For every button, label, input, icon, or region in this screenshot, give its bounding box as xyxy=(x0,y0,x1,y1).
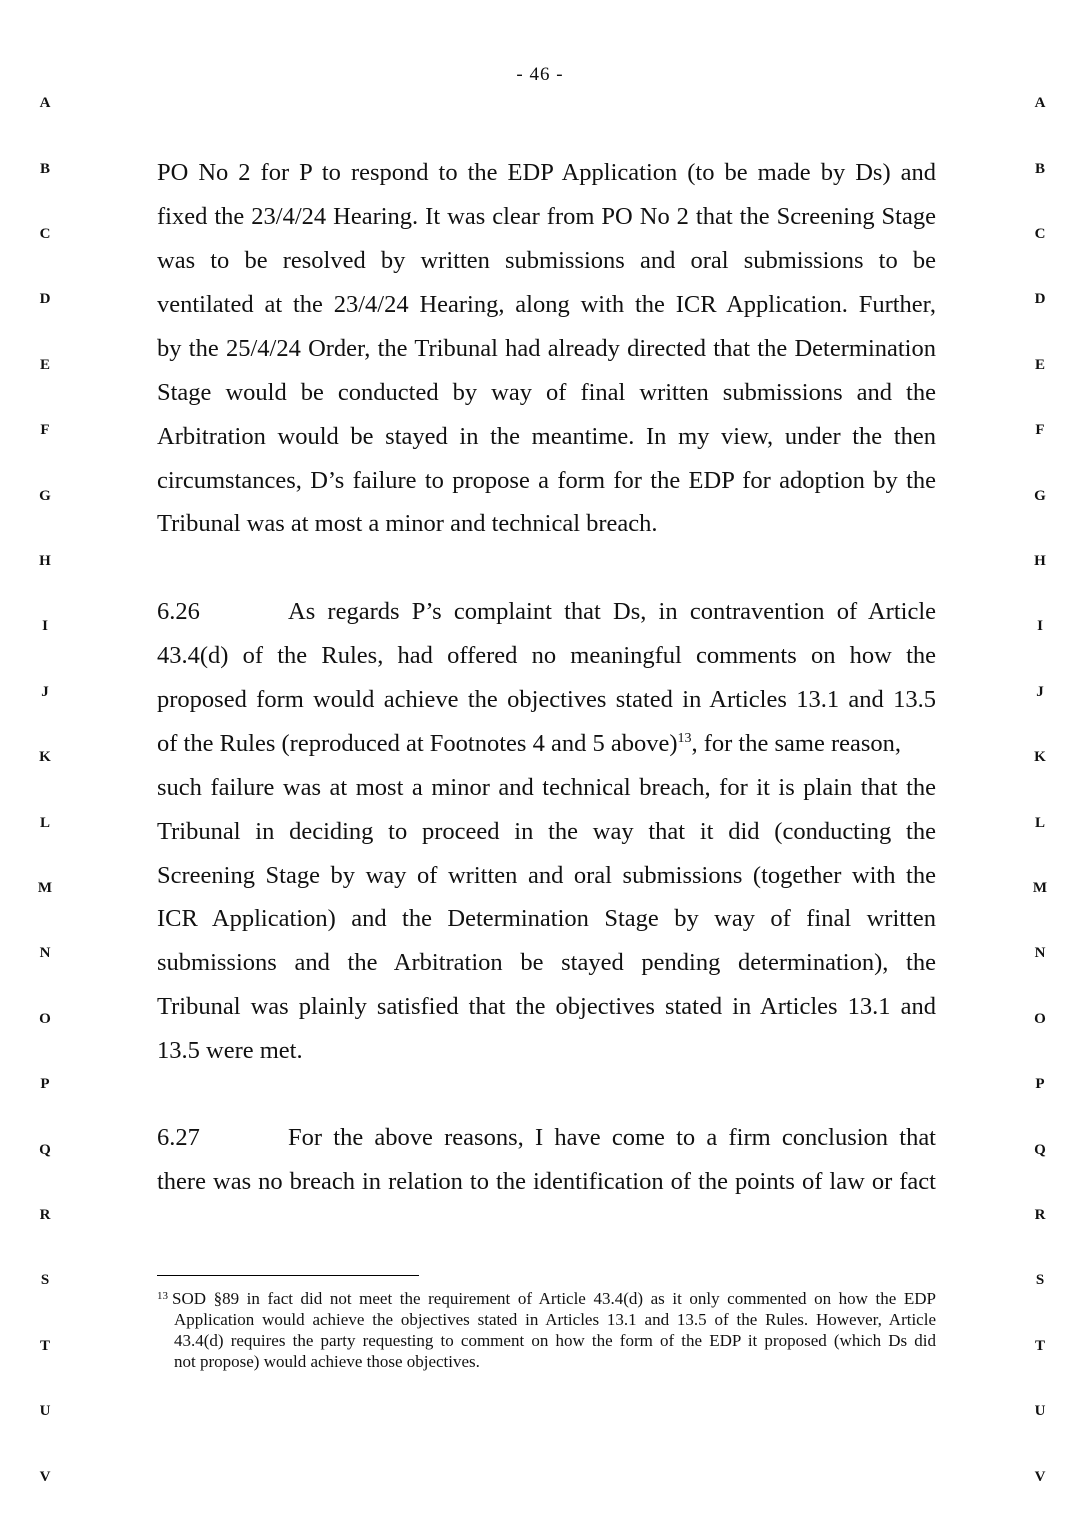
margin-letter-right-f: F xyxy=(1035,422,1045,438)
margin-letter-left-f: F xyxy=(40,422,50,438)
margin-letter-left-v: V xyxy=(39,1469,51,1485)
margin-letter-left-j: J xyxy=(41,684,49,700)
margin-letter-right-q: Q xyxy=(1034,1142,1046,1158)
paragraph-6-26-first-line xyxy=(157,597,936,627)
body-line: was to be resolved by written submissions and oral submissions to be xyxy=(157,247,936,274)
body-line: circumstances, D’s failure to propose a form for the EDP for adoption by the xyxy=(157,467,936,494)
body-line: ICR Application) and the Determination Stage by way of final written xyxy=(157,905,936,932)
margin-letter-left-c: C xyxy=(39,226,51,242)
margin-letter-right-t: T xyxy=(1034,1338,1045,1354)
margin-letter-left-r: R xyxy=(39,1207,51,1223)
margin-letter-right-b: B xyxy=(1034,161,1045,177)
footnote-separator xyxy=(157,1275,419,1276)
body-line: Tribunal in deciding to proceed in the way that it did (conducting the xyxy=(157,818,936,845)
margin-letter-left-q: Q xyxy=(39,1142,51,1158)
footnote-line xyxy=(157,1289,936,1309)
margin-letter-left-t: T xyxy=(39,1338,50,1354)
paragraph-number: 6.27 xyxy=(157,1124,200,1151)
body-line: Stage would be conducted by way of final written submissions and the xyxy=(157,379,936,406)
footnote-line: Application would achieve the objectives stated in Articles 13.1 and 13.5 of the Rules. However, Article xyxy=(174,1310,936,1329)
body-line-part: , for the same reason, xyxy=(691,730,902,757)
margin-letter-left-g: G xyxy=(39,488,51,504)
margin-letter-left-b: B xyxy=(39,161,50,177)
footnote-number: 13 xyxy=(157,1290,168,1302)
body-line-with-footnote-ref xyxy=(157,729,936,759)
footnote-reference: 13 xyxy=(677,731,692,746)
body-line-part: of the Rules (reproduced at Footnotes 4 and 5 above) xyxy=(157,730,678,757)
body-line: fixed the 23/4/24 Hearing. It was clear from PO No 2 that the Screening Stage xyxy=(157,203,936,230)
margin-letter-left-e: E xyxy=(39,357,50,373)
footnote-line: 43.4(d) requires the party requesting to comment on how the form of the EDP it proposed (which Ds did xyxy=(174,1331,936,1350)
margin-letter-left-l: L xyxy=(39,815,50,831)
paragraph-6-27-first-line xyxy=(157,1123,936,1153)
page-number: - 46 - xyxy=(516,64,564,85)
margin-letter-left-d: D xyxy=(39,291,51,307)
margin-letter-right-j: J xyxy=(1036,684,1044,700)
margin-letter-left-i: I xyxy=(42,618,48,634)
margin-letter-right-m: M xyxy=(1032,880,1048,896)
body-line: 13.5 were met. xyxy=(157,1037,303,1064)
body-line: by the 25/4/24 Order, the Tribunal had already directed that the Determination xyxy=(157,335,936,362)
body-line: For the above reasons, I have come to a firm conclusion that xyxy=(288,1124,936,1151)
margin-letter-left-m: M xyxy=(37,880,53,896)
margin-letter-left-k: K xyxy=(39,749,51,765)
margin-letter-left-a: A xyxy=(39,95,51,111)
margin-letter-left-s: S xyxy=(40,1272,50,1288)
margin-letter-right-i: I xyxy=(1037,618,1043,634)
body-line: Tribunal was at most a minor and technical breach. xyxy=(157,510,658,537)
body-line: Tribunal was plainly satisfied that the objectives stated in Articles 13.1 and xyxy=(157,993,936,1020)
body-line: there was no breach in relation to the identification of the points of law or fact xyxy=(157,1168,936,1195)
margin-letter-right-a: A xyxy=(1034,95,1046,111)
footnote-text: SOD §89 in fact did not meet the requirement of Article 43.4(d) as it only commented on how the EDP xyxy=(172,1289,936,1308)
margin-letter-right-s: S xyxy=(1035,1272,1045,1288)
paragraph-number: 6.26 xyxy=(157,598,200,625)
margin-letter-right-h: H xyxy=(1034,553,1046,569)
body-line: Screening Stage by way of written and oral submissions (together with the xyxy=(157,862,936,889)
body-line: 43.4(d) of the Rules, had offered no meaningful comments on how the xyxy=(157,642,936,669)
body-line: such failure was at most a minor and technical breach, for it is plain that the xyxy=(157,774,936,801)
margin-letter-right-d: D xyxy=(1034,291,1046,307)
margin-letter-left-p: P xyxy=(40,1076,50,1092)
margin-letter-left-h: H xyxy=(39,553,51,569)
margin-letter-right-r: R xyxy=(1034,1207,1046,1223)
margin-letter-left-n: N xyxy=(39,945,51,961)
body-line: submissions and the Arbitration be stayed pending determination), the xyxy=(157,949,936,976)
margin-letter-right-k: K xyxy=(1034,749,1046,765)
margin-letter-right-l: L xyxy=(1034,815,1045,831)
margin-letter-left-o: O xyxy=(39,1011,51,1027)
body-line: PO No 2 for P to respond to the EDP Application (to be made by Ds) and xyxy=(157,159,936,186)
margin-letter-left-u: U xyxy=(39,1403,51,1419)
margin-letter-right-p: P xyxy=(1035,1076,1045,1092)
body-line: As regards P’s complaint that Ds, in contravention of Article xyxy=(288,598,936,625)
body-line: Arbitration would be stayed in the meantime. In my view, under the then xyxy=(157,423,936,450)
margin-letter-right-v: V xyxy=(1034,1469,1046,1485)
margin-letter-right-e: E xyxy=(1034,357,1045,373)
margin-letter-right-u: U xyxy=(1034,1403,1046,1419)
body-line: proposed form would achieve the objectives stated in Articles 13.1 and 13.5 xyxy=(157,686,936,713)
margin-letter-right-n: N xyxy=(1034,945,1046,961)
margin-letter-right-c: C xyxy=(1034,226,1046,242)
footnote-line: not propose) would achieve those objectives. xyxy=(174,1352,480,1371)
body-line: ventilated at the 23/4/24 Hearing, along with the ICR Application. Further, xyxy=(157,291,936,318)
margin-letter-right-o: O xyxy=(1034,1011,1046,1027)
margin-letter-right-g: G xyxy=(1034,488,1046,504)
